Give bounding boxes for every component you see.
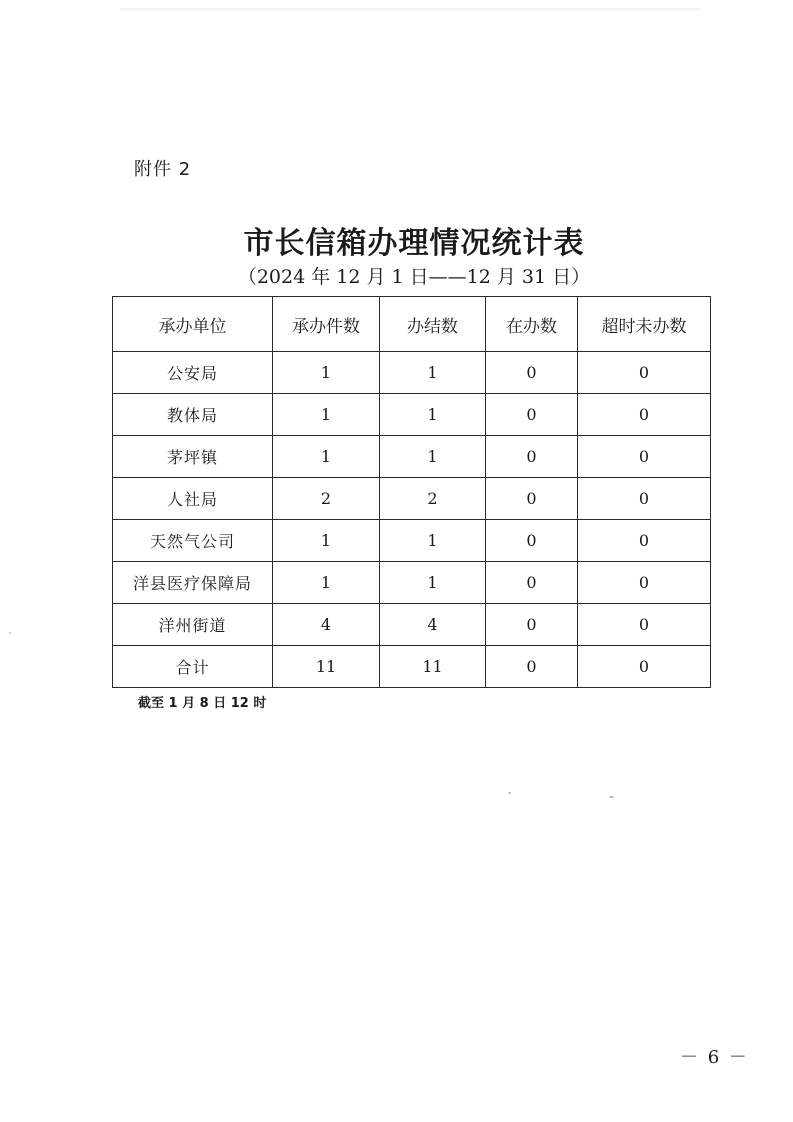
cell-unit: 洋州街道 <box>113 604 273 646</box>
cell-assigned: 2 <box>273 478 380 520</box>
header-unit: 承办单位 <box>113 297 273 352</box>
date-range: （2024 年 12 月 1 日——12 月 31 日） <box>237 266 591 288</box>
cell-in-progress: 0 <box>486 604 578 646</box>
cell-in-progress: 0 <box>486 394 578 436</box>
cell-completed: 1 <box>380 562 486 604</box>
cell-completed: 1 <box>380 520 486 562</box>
table-row <box>113 604 711 646</box>
cell-unit: 天然气公司 <box>113 520 273 562</box>
table-header-row <box>113 297 711 352</box>
cell-in-progress: 0 <box>486 478 578 520</box>
cell-overdue: 0 <box>578 436 711 478</box>
cell-assigned: 1 <box>273 520 380 562</box>
cell-assigned: 1 <box>273 562 380 604</box>
deadline-note: 截至 1 月 8 日 12 时 <box>138 696 267 711</box>
cell-total-in-progress: 0 <box>486 646 578 688</box>
header-assigned-count: 承办件数 <box>273 297 380 352</box>
cell-total-completed: 11 <box>380 646 486 688</box>
cell-overdue: 0 <box>578 520 711 562</box>
page-number: － 6 － <box>680 1047 749 1068</box>
cell-overdue: 0 <box>578 604 711 646</box>
cell-assigned: 4 <box>273 604 380 646</box>
document-title: 市长信箱办理情况统计表 <box>243 226 585 261</box>
cell-unit: 茅坪镇 <box>113 436 273 478</box>
cell-unit: 人社局 <box>113 478 273 520</box>
table-row <box>113 394 711 436</box>
scan-speck <box>9 632 11 634</box>
cell-assigned: 1 <box>273 436 380 478</box>
cell-total-assigned: 11 <box>273 646 380 688</box>
table-row <box>113 436 711 478</box>
scan-speck <box>609 796 614 798</box>
table-total-row <box>113 646 711 688</box>
table-row <box>113 562 711 604</box>
cell-in-progress: 0 <box>486 436 578 478</box>
cell-completed: 1 <box>380 352 486 394</box>
header-in-progress-count: 在办数 <box>486 297 578 352</box>
scan-speck <box>508 792 511 794</box>
header-completed-count: 办结数 <box>380 297 486 352</box>
header-overdue-count: 超时未办数 <box>578 297 711 352</box>
cell-overdue: 0 <box>578 478 711 520</box>
statistics-table <box>112 296 711 688</box>
cell-in-progress: 0 <box>486 520 578 562</box>
cell-unit: 洋县医疗保障局 <box>113 562 273 604</box>
cell-completed: 1 <box>380 436 486 478</box>
cell-in-progress: 0 <box>486 352 578 394</box>
table-row <box>113 352 711 394</box>
cell-total-overdue: 0 <box>578 646 711 688</box>
cell-overdue: 0 <box>578 562 711 604</box>
table-row <box>113 478 711 520</box>
cell-unit: 公安局 <box>113 352 273 394</box>
scan-edge-shadow <box>120 8 700 12</box>
cell-completed: 4 <box>380 604 486 646</box>
cell-unit: 教体局 <box>113 394 273 436</box>
cell-completed: 2 <box>380 478 486 520</box>
cell-assigned: 1 <box>273 394 380 436</box>
cell-in-progress: 0 <box>486 562 578 604</box>
cell-assigned: 1 <box>273 352 380 394</box>
attachment-label: 附件 2 <box>134 159 192 180</box>
cell-overdue: 0 <box>578 394 711 436</box>
table-row <box>113 520 711 562</box>
cell-completed: 1 <box>380 394 486 436</box>
cell-overdue: 0 <box>578 352 711 394</box>
cell-total-label: 合计 <box>113 646 273 688</box>
